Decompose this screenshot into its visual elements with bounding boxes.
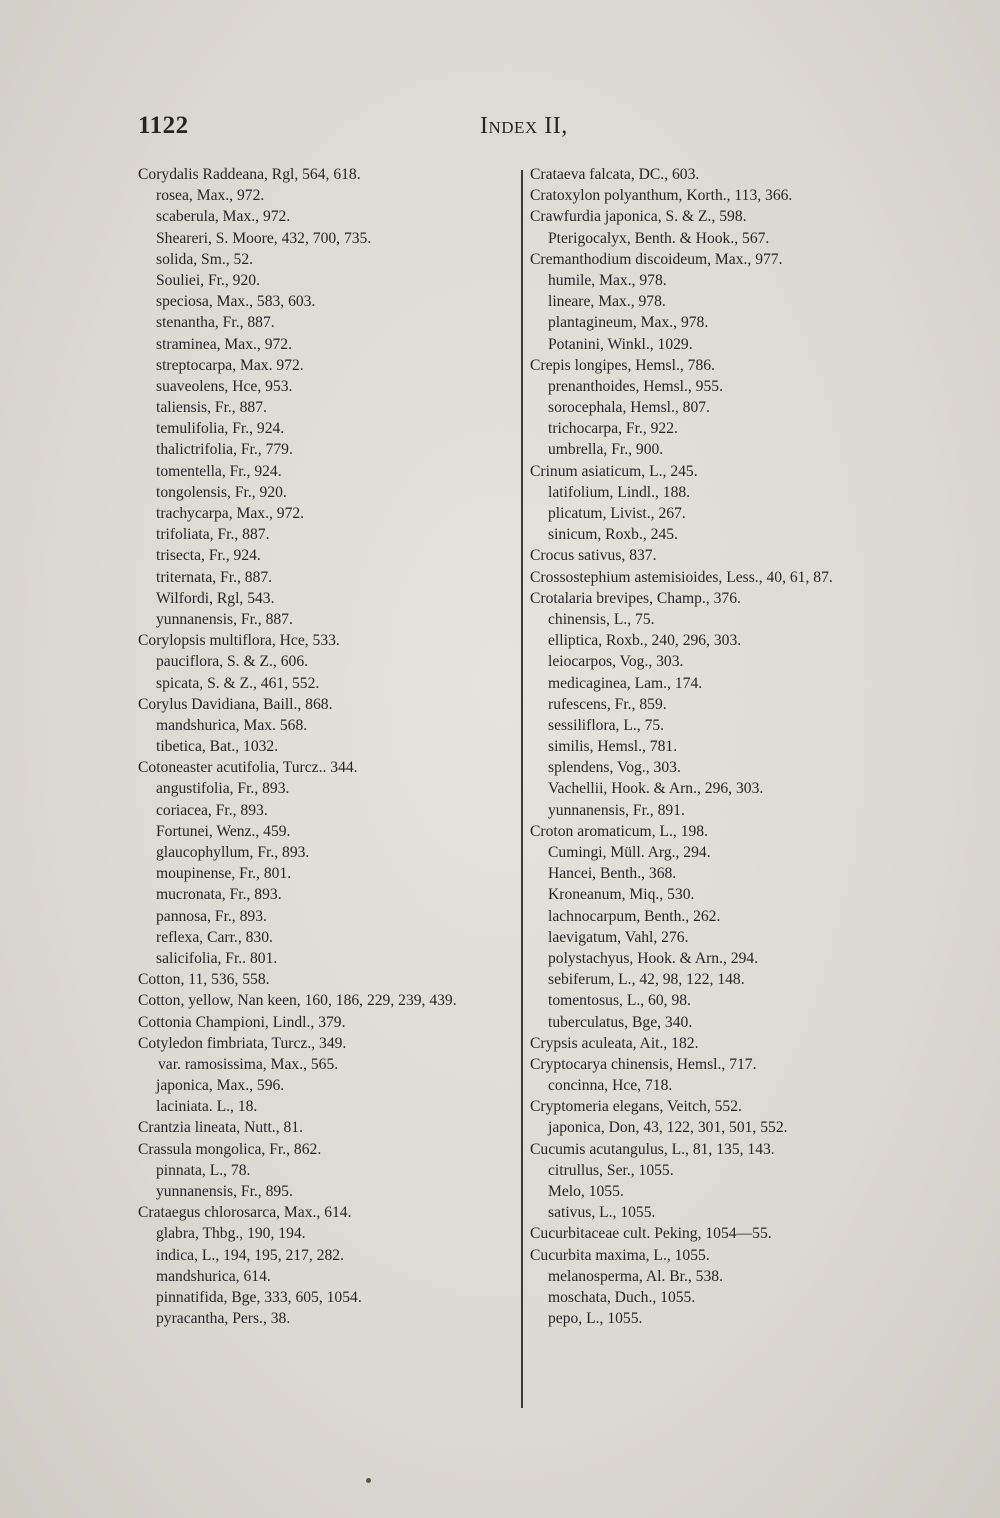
- index-subentry: trichocarpa, Fr., 922.: [548, 420, 678, 438]
- index-subentry: similis, Hemsl., 781.: [548, 738, 678, 756]
- index-subentry: rufescens, Fr., 859.: [548, 695, 667, 713]
- index-entry: Cucurbitaceae cult. Peking, 1054—55.: [530, 1225, 772, 1243]
- index-subentry: angustifolia, Fr., 893.: [156, 780, 290, 798]
- index-entry: Cucumis acutangulus, L., 81, 135, 143.: [530, 1140, 775, 1158]
- index-entry: Corylopsis multiflora, Hce, 533.: [138, 632, 340, 650]
- index-entry: Croton aromaticum, L., 198.: [530, 822, 708, 840]
- index-subentry: plicatum, Livist., 267.: [548, 505, 686, 522]
- index-subentry: melanosperma, Al. Br., 538.: [548, 1267, 723, 1285]
- index-entry: Crotalaria brevipes, Champ., 376.: [530, 589, 741, 607]
- index-subentry: pepo, L., 1055.: [548, 1310, 643, 1328]
- index-entry: Cotoneaster acutifolia, Turcz.. 344.: [138, 759, 358, 777]
- index-subentry: stenantha, Fr., 887.: [156, 314, 275, 332]
- index-subentry: Potanini, Winkl., 1029.: [548, 335, 693, 353]
- index-entry: Crypsis aculeata, Ait., 182.: [530, 1034, 699, 1052]
- index-subentry: trisecta, Fr., 924.: [156, 547, 261, 565]
- column-divider: [521, 170, 523, 1408]
- index-subentry: sebiferum, L., 42, 98, 122, 148.: [548, 971, 745, 989]
- index-entry: Crossostephium astemisioides, Less., 40, 61, 87.: [530, 568, 833, 586]
- index-subentry: spicata, S. & Z., 461, 552.: [156, 674, 320, 692]
- index-subentry: concinna, Hce, 718.: [548, 1077, 673, 1095]
- index-subentry: mandshurica, 614.: [156, 1267, 271, 1285]
- index-subentry: sorocephala, Hemsl., 807.: [548, 399, 710, 417]
- index-subentry: sativus, L., 1055.: [548, 1204, 656, 1222]
- print-speck: [366, 1478, 371, 1483]
- index-entry: Crawfurdia japonica, S. & Z., 598.: [530, 208, 747, 226]
- index-subentry: sessiliflora, L., 75.: [548, 716, 665, 734]
- index-subentry: trachycarpa, Max., 972.: [156, 505, 305, 522]
- index-entry: Cotyledon fimbriata, Turcz., 349.: [138, 1034, 347, 1052]
- index-subentry: Melo, 1055.: [548, 1183, 624, 1200]
- index-subentry: yunnanensis, Fr., 887.: [156, 610, 293, 628]
- index-subentry: glabra, Thbg., 190, 194.: [156, 1225, 306, 1243]
- index-subentry: pinnatifida, Bge, 333, 605, 1054.: [156, 1288, 362, 1306]
- page-header: [138, 112, 878, 152]
- index-entry: Crocus sativus, 837.: [530, 547, 657, 565]
- index-subentry: Kroneanum, Miq., 530.: [548, 886, 695, 904]
- index-subentry: Pterigocalyx, Benth. & Hook., 567.: [548, 229, 770, 247]
- index-subentry: yunnanensis, Fr., 891.: [548, 801, 685, 819]
- page-number: 1122: [138, 112, 189, 139]
- index-subentry: moupinense, Fr., 801.: [156, 865, 292, 883]
- index-subentry: mucronata, Fr., 893.: [156, 886, 282, 904]
- index-subentry: tomentosus, L., 60, 98.: [548, 992, 691, 1010]
- index-subentry: polystachyus, Hook. & Arn., 294.: [548, 949, 759, 967]
- index-subentry: trifoliata, Fr., 887.: [156, 526, 270, 544]
- index-entry: Crantzia lineata, Nutt., 81.: [138, 1119, 303, 1137]
- index-subentry: tongolensis, Fr., 920.: [156, 483, 287, 501]
- index-entry: Crepis longipes, Hemsl., 786.: [530, 356, 715, 374]
- index-subentry: Souliei, Fr., 920.: [156, 271, 260, 289]
- index-subentry: tomentella, Fr., 924.: [156, 462, 282, 480]
- index-subentry: solida, Sm., 52.: [156, 250, 254, 268]
- index-subentry: umbrella, Fr., 900.: [548, 441, 664, 459]
- index-subentry: thalictrifolia, Fr., 779.: [156, 441, 293, 459]
- index-subentry: Cumingi, Müll. Arg., 294.: [548, 844, 711, 861]
- index-subentry: salicifolia, Fr.. 801.: [156, 949, 278, 967]
- index-subentry: lachnocarpum, Benth., 262.: [548, 907, 721, 925]
- index-subentry: suaveolens, Hce, 953.: [156, 377, 293, 395]
- index-subentry: temulifolia, Fr., 924.: [156, 420, 285, 438]
- index-subentry: plantagineum, Max., 978.: [548, 314, 709, 332]
- index-subentry: tuberculatus, Bge, 340.: [548, 1013, 693, 1031]
- index-subentry: tibetica, Bat., 1032.: [156, 738, 279, 756]
- index-subentry: Hancei, Benth., 368.: [548, 865, 677, 883]
- index-subentry: lineare, Max., 978.: [548, 293, 666, 311]
- index-subentry: laciniata. L., 18.: [156, 1098, 258, 1116]
- index-subentry: japonica, Don, 43, 122, 301, 501, 552.: [548, 1119, 788, 1137]
- index-subentry: citrullus, Ser., 1055.: [548, 1161, 674, 1179]
- index-subentry: medicaginea, Lam., 174.: [548, 674, 703, 692]
- index-subentry: glaucophyllum, Fr., 893.: [156, 844, 310, 861]
- index-entry: Crataegus chlorosarca, Max., 614.: [138, 1204, 352, 1222]
- index-subentry: rosea, Max., 972.: [156, 187, 265, 205]
- index-subentry: streptocarpa, Max. 972.: [156, 356, 304, 374]
- index-subentry: var. ramosissima, Max., 565.: [158, 1055, 339, 1073]
- index-subentry: Fortunei, Wenz., 459.: [156, 822, 291, 840]
- index-subentry: prenanthoides, Hemsl., 955.: [548, 377, 723, 395]
- index-subentry: japonica, Max., 596.: [156, 1077, 285, 1095]
- index-subentry: splendens, Vog., 303.: [548, 759, 681, 777]
- index-subentry: mandshurica, Max. 568.: [156, 716, 308, 734]
- index-entry: Cratoxylon polyanthum, Korth., 113, 366.: [530, 187, 793, 205]
- index-entry: Cotton, yellow, Nan keen, 160, 186, 229, 239, 439.: [138, 992, 457, 1010]
- index-entry: Crinum asiaticum, L., 245.: [530, 462, 698, 480]
- index-subentry: sinicum, Roxb., 245.: [548, 526, 678, 544]
- index-subentry: reflexa, Carr., 830.: [156, 928, 273, 946]
- running-title: Index II,: [480, 113, 568, 139]
- index-entry: Cryptocarya chinensis, Hemsl., 717.: [530, 1055, 757, 1073]
- index-entry: Crataeva falcata, DC., 603.: [530, 166, 700, 183]
- index-subentry: laevigatum, Vahl, 276.: [548, 928, 689, 946]
- index-subentry: coriacea, Fr., 893.: [156, 801, 268, 819]
- index-subentry: pannosa, Fr., 893.: [156, 907, 267, 925]
- index-subentry: Vachellii, Hook. & Arn., 296, 303.: [548, 780, 764, 798]
- index-entry: Cotton, 11, 536, 558.: [138, 971, 270, 989]
- index-subentry: scaberula, Max., 972.: [156, 208, 291, 226]
- index-entry: Cremanthodium discoideum, Max., 977.: [530, 250, 783, 268]
- index-subentry: Wilfordi, Rgl, 543.: [156, 589, 275, 607]
- index-subentry: indica, L., 194, 195, 217, 282.: [156, 1246, 344, 1264]
- index-subentry: straminea, Max., 972.: [156, 335, 292, 353]
- index-subentry: Sheareri, S. Moore, 432, 700, 735.: [156, 229, 372, 247]
- index-subentry: triternata, Fr., 887.: [156, 568, 273, 586]
- index-subentry: moschata, Duch., 1055.: [548, 1288, 696, 1306]
- index-subentry: latifolium, Lindl., 188.: [548, 483, 691, 501]
- index-subentry: humile, Max., 978.: [548, 271, 667, 289]
- index-entry: Cottonia Championi, Lindl., 379.: [138, 1013, 346, 1031]
- index-entry: Crassula mongolica, Fr., 862.: [138, 1140, 322, 1158]
- index-entry: Corylus Davidiana, Baill., 868.: [138, 695, 333, 713]
- index-subentry: yunnanensis, Fr., 895.: [156, 1183, 293, 1200]
- index-subentry: pyracantha, Pers., 38.: [156, 1310, 291, 1328]
- index-column-left: [138, 164, 513, 1329]
- index-subentry: taliensis, Fr., 887.: [156, 399, 267, 417]
- index-subentry: pauciflora, S. & Z., 606.: [156, 653, 309, 671]
- index-subentry: chinensis, L., 75.: [548, 610, 655, 628]
- index-entry: Corydalis Raddeana, Rgl, 564, 618.: [138, 166, 361, 183]
- index-subentry: elliptica, Roxb., 240, 296, 303.: [548, 632, 742, 650]
- index-subentry: leiocarpos, Vog., 303.: [548, 653, 684, 671]
- index-entry: Cucurbita maxima, L., 1055.: [530, 1246, 710, 1264]
- index-entry: Cryptomeria elegans, Veitch, 552.: [530, 1098, 742, 1116]
- index-subentry: speciosa, Max., 583, 603.: [156, 293, 316, 311]
- index-column-right: [530, 164, 910, 1329]
- index-subentry: pinnata, L., 78.: [156, 1161, 251, 1179]
